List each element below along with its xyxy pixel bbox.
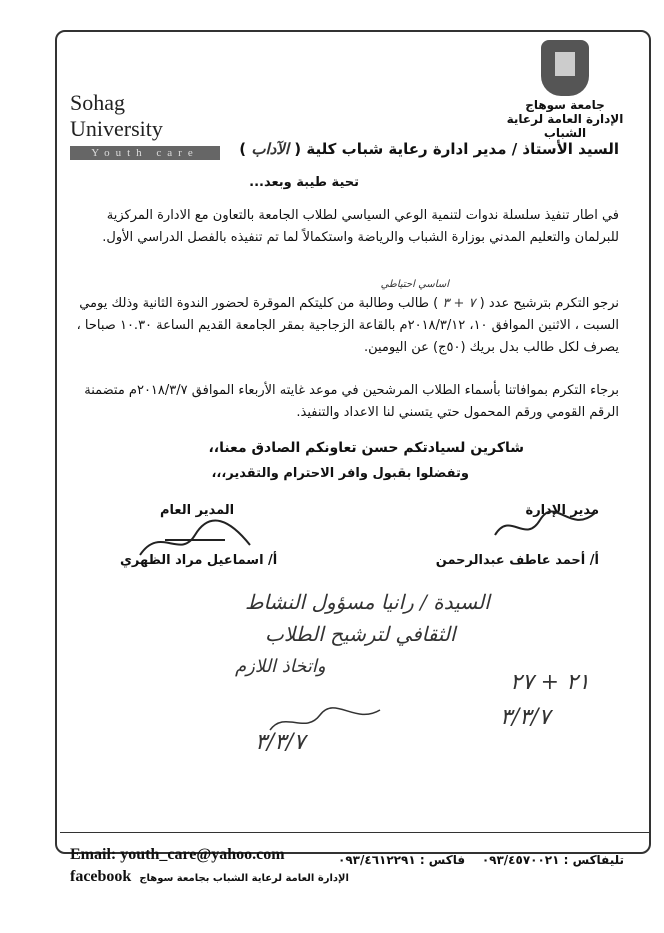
university-logo-ar	[490, 40, 640, 140]
note-line-2: الثقافي لترشيح الطلاب	[265, 622, 456, 646]
footer-phones	[338, 853, 624, 867]
paragraph-1: في اطار تنفيذ سلسلة ندوات لتنمية الوعي السياسي لطلاب الجامعة بالتعاون مع الادارة المركزية للبرلمان والتعليم المدني بوزارة الشباب والرياضة واستكمالاً لما تم تنفيذه بالفصل الدراسي الأول.	[102, 208, 619, 245]
addressee-close: )	[239, 140, 247, 158]
paragraph-2-start: نرجو التكرم بترشيح عدد (	[479, 296, 619, 311]
handwritten-notes: اساسي احتياطي	[380, 279, 449, 290]
note-line-3: واتخاذ اللازم	[235, 656, 326, 677]
signature-name-left: أ/ اسماعيل مراد الظهري	[120, 553, 278, 568]
paragraph-3: برجاء التكرم بموافاتنا بأسماء الطلاب المرشحين في موعد غايته الأربعاء الموافق ٢٠١٨/٣/٧م متضمنة الرقم القومي ورقم المحمول حتي يتسني لنا الاعداد والتنفيذ.	[84, 383, 619, 420]
telefax-number: تليفاكس : ٠٩٣/٤٥٧٠٠٢١	[481, 853, 624, 867]
facebook-label: facebook	[70, 868, 132, 885]
fax-number: فاكس : ٠٩٣/٤٦١٢٢٩١	[338, 853, 466, 867]
signature-title-right: مدير الإدارة	[525, 503, 599, 518]
footer-facebook	[70, 868, 349, 886]
closing-regards: وتفضلوا بقبول وافر الاحترام والتقدير،،،	[211, 466, 469, 481]
paragraph-2	[59, 293, 619, 359]
note-line-1: السيدة / رانيا مسؤول النشاط	[245, 590, 490, 614]
university-name-ar: جامعة سوهاج	[525, 98, 605, 112]
signature-right-scribble	[490, 505, 600, 545]
note-count: ٢١ + ٢٧	[510, 670, 590, 695]
facebook-page-name: الإدارة العامة لرعاية الشباب بجامعة سوهاج	[139, 873, 349, 884]
closing-thanks: شاكرين لسيادتكم حسن تعاونكم الصادق معنا،،	[208, 440, 524, 456]
handwritten-count: ٧ + ٣	[442, 296, 476, 311]
greeting: تحية طيبة وبعد...	[249, 175, 359, 190]
university-name-en: Sohag University	[70, 90, 163, 141]
footer-email: Email: youth_care@yahoo.com	[70, 846, 285, 863]
university-logo-en	[70, 90, 220, 160]
signature-title-left: المدير العام	[160, 503, 235, 518]
handwritten-faculty: الآداب	[251, 140, 290, 158]
note-date-right: ٣/٣/٧	[500, 705, 551, 730]
signature-name-right: أ/ أحمد عاطف عبدالرحمن	[435, 553, 599, 568]
paragraph-2-end: ) طالب وطالبة من كليتكم الموقرة لحضور الندوة الثانية وذلك يومي السبت ، الاثنين الموافق ١٠، ٢٠١٨/٣/١٢م بالقاعة الزجاجية بمقر الجامعة القديم الساعة ١٠.٣٠ صباحا ، يصرف لكل طالب بدل بريك (٥٠ج) عن اليومين.	[76, 296, 619, 355]
handwritten-annotation	[381, 279, 449, 290]
footer-divider	[60, 832, 650, 833]
addressee-title: السيد الأستاذ / مدير ادارة رعاية شباب كلية (	[294, 140, 619, 158]
youth-care-banner: Youth care	[70, 146, 220, 160]
note-date-left: ٣/٣/٧	[255, 730, 306, 755]
addressee-line	[239, 140, 619, 158]
org-name-ar: الإدارة العامة لرعاية الشباب	[506, 112, 624, 140]
university-emblem-icon	[541, 40, 589, 96]
